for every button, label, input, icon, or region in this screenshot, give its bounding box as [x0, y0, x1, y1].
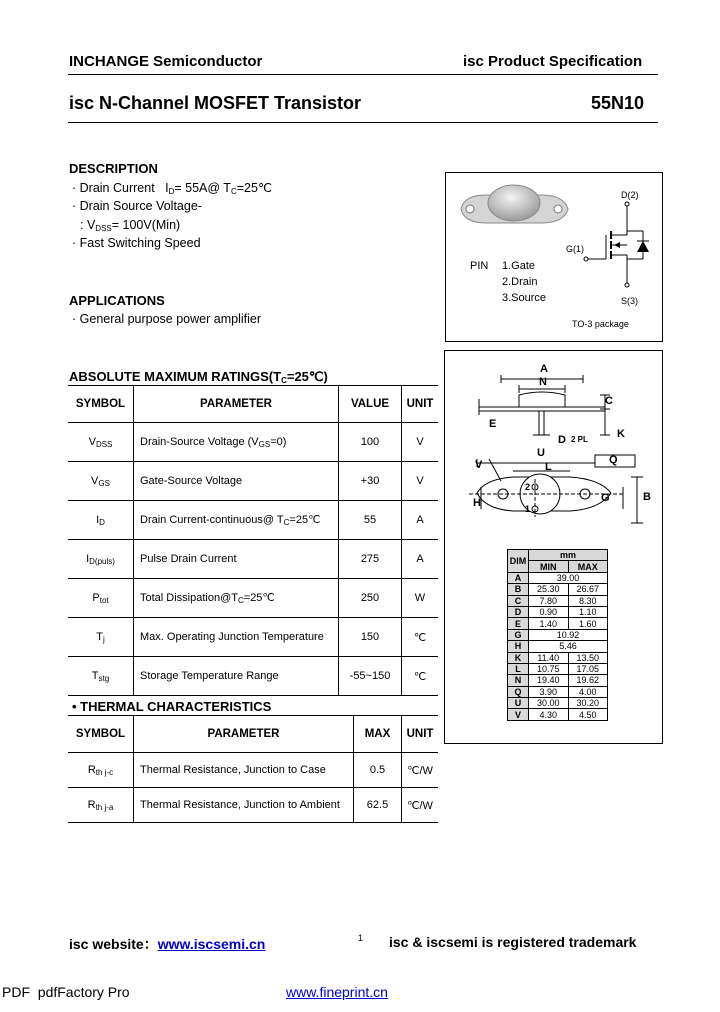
dim-letter: L [508, 663, 529, 674]
abs-value: 275 [339, 540, 402, 579]
abs-max-table [68, 385, 438, 696]
dim-max: 1.60 [568, 618, 608, 629]
website-line [69, 934, 265, 954]
page-number: 1 [358, 933, 364, 943]
dim-value: 5.46 [529, 641, 608, 652]
dim-letter: U [508, 698, 529, 709]
dim-min: 0.90 [529, 606, 569, 617]
dim-letter-g: G [601, 492, 610, 504]
dimension-row [508, 663, 608, 674]
abs-unit: V [402, 462, 439, 501]
abs-value: 250 [339, 579, 402, 618]
abs-parameter: Gate-Source Voltage [134, 462, 339, 501]
company-name: INCHANGE Semiconductor [69, 53, 263, 70]
abs-max-heading-end: =25℃) [286, 369, 328, 384]
dim-max: 19.62 [568, 675, 608, 686]
dim-min: 3.90 [529, 686, 569, 697]
fineprint-link[interactable]: www.fineprint.cn [286, 984, 388, 1000]
dimension-row [508, 652, 608, 663]
thermal-parameter: Thermal Resistance, Junction to Ambient [134, 788, 354, 823]
spec-label: isc Product Specification [463, 53, 643, 70]
dim-min: 25.30 [529, 584, 569, 595]
dimension-row [508, 629, 608, 640]
dim-max: 8.30 [568, 595, 608, 606]
thermal-unit: ℃/W [402, 788, 439, 823]
package-name: TO-3 package [572, 319, 629, 329]
drain-current-label: Drain Current [79, 181, 155, 195]
abs-max-row [68, 423, 438, 462]
website-link[interactable]: www.iscsemi.cn [157, 936, 266, 952]
vdss-line: : $V_{DSS}= 100V(Min)$ [80, 218, 181, 233]
abs-max-row [68, 657, 438, 696]
dim-letter-c: C [605, 395, 613, 407]
dim-letter-a: A [540, 363, 548, 375]
dim-letter-v: V [475, 459, 483, 471]
thermal-value: 62.5 [354, 788, 402, 823]
dim-min: 7.80 [529, 595, 569, 606]
dimension-row [508, 641, 608, 652]
col-parameter: PARAMETER [134, 386, 339, 423]
description-heading: DESCRIPTION [69, 161, 158, 176]
abs-max-row [68, 540, 438, 579]
dim-letter: B [508, 584, 529, 595]
thermal-symbol: $R_{th j-a}$ [68, 788, 134, 823]
abs-symbol: $T_{stg}$ [68, 657, 134, 696]
pdf-label: PDF [2, 984, 30, 1000]
abs-value: -55~150 [339, 657, 402, 696]
voltage-line: · Drain Source Voltage- [72, 199, 202, 213]
dim-max: 4.50 [568, 709, 608, 720]
dim-letter-e: E [489, 418, 497, 430]
pdf-factory-label: pdfFactory Pro [37, 984, 130, 1000]
thermal-parameter: Thermal Resistance, Junction to Case [134, 753, 354, 788]
abs-unit: A [402, 501, 439, 540]
drain-tag: D(2) [621, 190, 639, 200]
abs-parameter: Total $Dissipation@T_C=25℃$ [134, 579, 339, 618]
switching-label: Fast Switching Speed [79, 236, 201, 250]
abs-symbol: $I_{D(puls)}$ [68, 540, 134, 579]
dimension-row [508, 686, 608, 697]
dim-letter-q: Q [609, 454, 618, 466]
dim-max: 13.50 [568, 652, 608, 663]
abs-parameter: Drain Current-continuous@ $T_C=25℃$ [134, 501, 339, 540]
abs-max-heading [69, 369, 328, 385]
dim-max: 17.05 [568, 663, 608, 674]
switching-line: · Fast Switching Speed [72, 236, 201, 250]
dim-unit: mm [529, 550, 608, 561]
dim-min: 1.40 [529, 618, 569, 629]
thermal-heading: THERMAL CHARACTERISTICS [80, 699, 272, 714]
dimension-drawing [445, 351, 662, 551]
package-box [445, 172, 663, 342]
dim-letter: K [508, 652, 529, 663]
header-rule-bottom [68, 122, 658, 123]
dimension-row [508, 584, 608, 595]
part-number: 55N10 [591, 93, 645, 113]
abs-value: 150 [339, 618, 402, 657]
abs-parameter: Max. Operating Junction Temperature [134, 618, 339, 657]
dim-max: 26.67 [568, 584, 608, 595]
dimension-row [508, 709, 608, 720]
thermal-row [68, 753, 438, 788]
abs-symbol: $V_{GS}$ [68, 462, 134, 501]
dimension-box [444, 350, 663, 744]
thermal-col-parameter: PARAMETER [134, 716, 354, 753]
col-value: VALUE [339, 386, 402, 423]
abs-max-heading-sub: C [281, 376, 287, 385]
abs-unit: W [402, 579, 439, 618]
abs-symbol: $I_D$ [68, 501, 134, 540]
abs-symbol: $T_j$ [68, 618, 134, 657]
dim-pin-2: 2 [525, 482, 531, 492]
col-unit: UNIT [402, 386, 439, 423]
col-symbol: SYMBOL [68, 386, 134, 423]
thermal-col-symbol: SYMBOL [68, 716, 134, 753]
thermal-symbol: $R_{th j-c}$ [68, 753, 134, 788]
abs-parameter: Pulse Drain Current [134, 540, 339, 579]
dim-letter: G [508, 629, 529, 640]
pin-3: 3.Source [502, 292, 547, 304]
dim-pin-1: 1 [525, 504, 531, 514]
trademark: isc & iscsemi is registered trademark [389, 934, 637, 950]
abs-unit: ℃ [402, 657, 439, 696]
dim-letter: A [508, 572, 529, 583]
abs-max-row [68, 501, 438, 540]
dimension-row [508, 698, 608, 709]
dim-letter: C [508, 595, 529, 606]
dimension-row [508, 675, 608, 686]
header-rule-top [68, 74, 658, 75]
abs-max-row [68, 618, 438, 657]
gate-tag: G(1) [566, 244, 584, 254]
dim-letter-k: K [617, 428, 625, 440]
dimension-table [507, 549, 608, 721]
drain-current-value: = 55A@ [174, 181, 221, 195]
abs-max-heading-text: ABSOLUTE MAXIMUM RATINGS(T [69, 369, 282, 384]
dimension-row [508, 606, 608, 617]
dim-letter: Q [508, 686, 529, 697]
voltage-label: Drain Source Voltage- [79, 199, 202, 213]
applications-item-text: General purpose power amplifier [79, 312, 261, 326]
dim-letter: H [508, 641, 529, 652]
dim-value: 39.00 [529, 572, 608, 583]
abs-value: +30 [339, 462, 402, 501]
dim-value: 10.92 [529, 629, 608, 640]
dim-max: 1.10 [568, 606, 608, 617]
abs-max-row [68, 462, 438, 501]
pdf-footer-link-wrap [286, 984, 388, 1000]
pdf-footer-left [2, 984, 130, 1000]
pin-label: PIN [470, 260, 489, 272]
thermal-row [68, 788, 438, 823]
dim-letter-l: L [545, 461, 552, 473]
thermal-heading-line: • THERMAL CHARACTERISTICS [72, 699, 272, 714]
dimension-row [508, 572, 608, 583]
abs-max-row [68, 579, 438, 618]
vdss-value: = 100V(Min) [111, 218, 181, 232]
dim-letter-b: B [643, 491, 651, 503]
thermal-col-unit: UNIT [402, 716, 439, 753]
page-title: isc N-Channel MOSFET Transistor [69, 93, 362, 113]
dim-min: 19.40 [529, 675, 569, 686]
abs-value: 100 [339, 423, 402, 462]
abs-value: 55 [339, 501, 402, 540]
dim-letter: N [508, 675, 529, 686]
abs-unit: V [402, 423, 439, 462]
thermal-unit: ℃/W [402, 753, 439, 788]
abs-parameter: Drain-Source Voltage $(V_{GS}=0)$ [134, 423, 339, 462]
pin-2: 2.Drain [502, 276, 538, 288]
dim-min: 11.40 [529, 652, 569, 663]
dim-min: 10.75 [529, 663, 569, 674]
abs-parameter: Storage Temperature Range [134, 657, 339, 696]
source-tag: S(3) [621, 296, 639, 306]
abs-symbol: $P_{tot}$ [68, 579, 134, 618]
abs-unit: ℃ [402, 618, 439, 657]
abs-symbol: $V_{DSS}$ [68, 423, 134, 462]
dim-col-max: MAX [568, 561, 608, 572]
dim-letter: V [508, 709, 529, 720]
dim-letter-h: H [473, 497, 481, 509]
drain-current-line: · Drain Current $I_D=$ 55A@ $T_C=25℃$ [72, 181, 272, 196]
dim-2pl: 2 PL [571, 435, 588, 444]
dim-max: 4.00 [568, 686, 608, 697]
dim-letter-n: N [539, 376, 547, 388]
dim-letter-d: D [558, 434, 566, 446]
applications-heading: APPLICATIONS [69, 293, 165, 308]
thermal-col-max: MAX [354, 716, 402, 753]
pin-1: 1.Gate [502, 260, 536, 272]
dim-letter: D [508, 606, 529, 617]
dim-letter: E [508, 618, 529, 629]
dim-col-dim: DIM [508, 550, 529, 573]
dim-letter-u: U [537, 447, 545, 459]
dimension-row [508, 595, 608, 606]
dim-col-min: MIN [529, 561, 569, 572]
dimension-row [508, 618, 608, 629]
dim-max: 30.20 [568, 698, 608, 709]
dim-min: 30.00 [529, 698, 569, 709]
applications-item: · General purpose power amplifier [72, 312, 261, 326]
dim-min: 4.30 [529, 709, 569, 720]
thermal-table [68, 715, 438, 823]
website-label: isc website： [69, 936, 158, 952]
drain-current-cond: =25℃ [236, 181, 272, 195]
abs-unit: A [402, 540, 439, 579]
thermal-value: 0.5 [354, 753, 402, 788]
